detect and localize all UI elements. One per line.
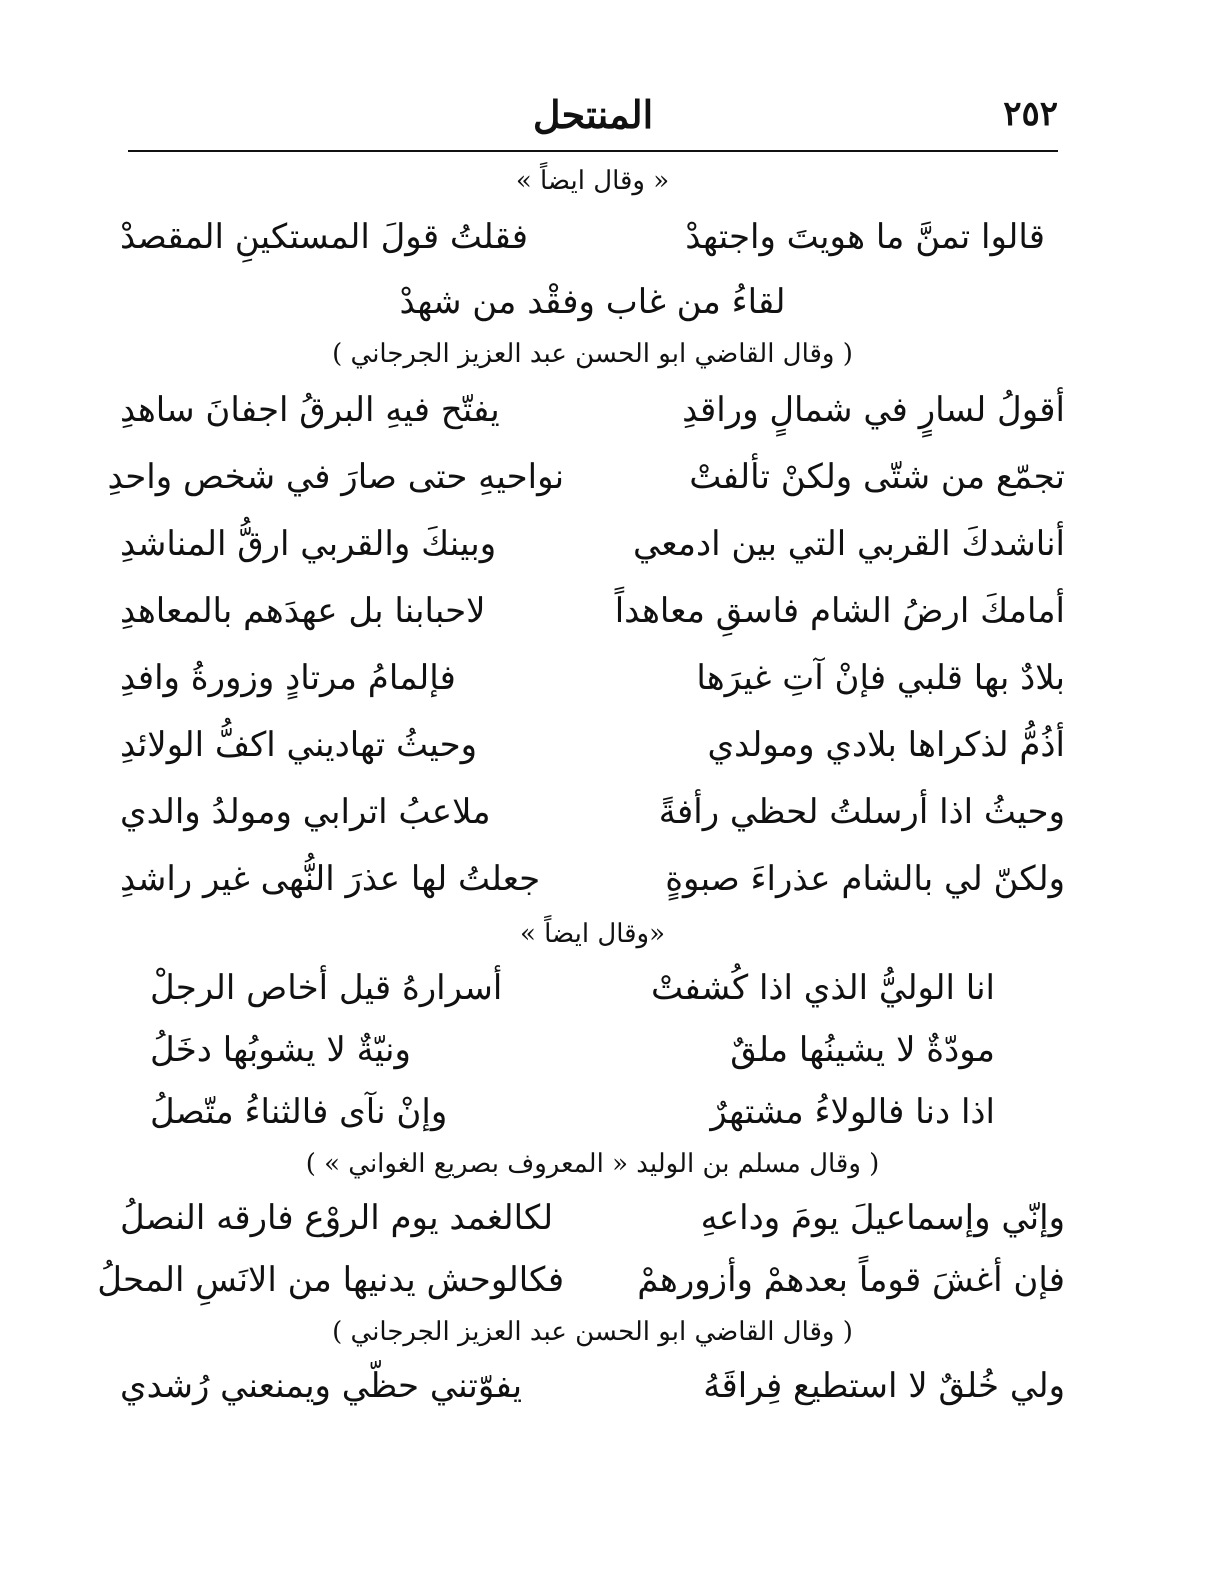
page-body xyxy=(97,160,1065,1417)
verse-line xyxy=(120,779,1065,846)
verse-second-hemistich: وإنْ نآى فالثناءُ متّصلُ xyxy=(150,1092,448,1132)
page-header xyxy=(128,88,1058,148)
verse-second-hemistich: يفوّتني حظّي ويمنعني رُشدي xyxy=(120,1366,523,1406)
running-title: المنتحل xyxy=(532,92,654,137)
verse-second-hemistich: فقلتُ قولَ المستكينِ المقصدْ xyxy=(120,217,528,257)
verse-first-hemistich: اذا دنا فالولاءُ مشتهرٌ xyxy=(710,1092,995,1132)
verse-first-hemistich: ولكنّ لي بالشام عذراءَ صبوةٍ xyxy=(665,859,1065,899)
verse-second-hemistich: جعلتُ لها عذرَ النُّهى غير راشدِ xyxy=(120,859,541,899)
verse-line xyxy=(120,1081,1065,1143)
verse-line xyxy=(120,1355,1065,1417)
verse-first-hemistich: بلادٌ بها قلبي فإنْ آتِ غيرَها xyxy=(696,658,1065,698)
verse-first-hemistich: ولي خُلقٌ لا استطيع فِراقَهُ xyxy=(703,1366,1065,1406)
verse-first-hemistich: أمامكَ ارضُ الشام فاسقِ معاهداً xyxy=(614,591,1065,631)
verse-second-hemistich: فكالوحش يدنيها من الانَسِ المحلُ xyxy=(97,1260,565,1300)
verse-line xyxy=(120,511,1065,578)
verse-line xyxy=(107,444,1065,511)
section-heading: ( وقال القاضي ابو الحسن عبد العزيز الجرجاني ) xyxy=(332,1317,853,1347)
verse-first-hemistich: أذُمُّ لذكراها بلادي ومولدي xyxy=(707,725,1065,765)
verse-first-hemistich: وحيثُ اذا أرسلتُ لحظي رأفةً xyxy=(658,792,1065,832)
verse-first-hemistich: انا الوليُّ الذي اذا كُشفتْ xyxy=(651,968,995,1008)
verse-second-hemistich: لكالغمد يوم الروْع فارقه النصلُ xyxy=(120,1198,554,1238)
verse-line xyxy=(120,712,1065,779)
header-rule xyxy=(128,150,1058,152)
verse-line xyxy=(120,377,1065,444)
verse-second-hemistich: فإلمامُ مرتادٍ وزورةُ وافدِ xyxy=(120,658,456,698)
verse-line xyxy=(120,957,1065,1019)
verse-line xyxy=(120,578,1065,645)
verse-line xyxy=(120,846,1065,913)
page-number: ٢٥٢ xyxy=(1003,94,1058,134)
verse-line xyxy=(120,645,1065,712)
section-heading: ( وقال مسلم بن الوليد « المعروف بصريع الغواني » ) xyxy=(305,1149,880,1179)
verse-second-hemistich: لاحبابنا بل عهدَهم بالمعاهدِ xyxy=(120,591,486,631)
verse-line xyxy=(120,1187,1065,1249)
verse-second-hemistich: يفتّح فيهِ البرقُ اجفانَ ساهدِ xyxy=(120,390,500,430)
verse-first-hemistich: قالوا تمنَّ ما هويتَ واجتهدْ xyxy=(685,217,1045,257)
verse-first-hemistich: تجمّع من شتّى ولكنْ تألفتْ xyxy=(689,457,1065,497)
verse-first-hemistich: وإنّي وإسماعيلَ يومَ وداعهِ xyxy=(700,1198,1065,1238)
verse-second-hemistich: نواحيهِ حتى صارَ في شخص واحدِ xyxy=(107,457,565,497)
section-heading: «وقال ايضاً » xyxy=(519,919,666,949)
verse-second-hemistich: وبينكَ والقربي ارقُّ المناشدِ xyxy=(120,524,497,564)
verse-second-hemistich: ملاعبُ اترابي ومولدُ والدي xyxy=(120,792,491,832)
verse-line xyxy=(120,1019,1065,1081)
section-heading: ( وقال القاضي ابو الحسن عبد العزيز الجرجاني ) xyxy=(332,339,853,369)
verse-first-hemistich: أقولُ لسارٍ في شمالٍ وراقدِ xyxy=(682,390,1065,430)
verse-second-hemistich: ونيّةٌ لا يشوبُها دخَلُ xyxy=(150,1030,411,1070)
verse-first-hemistich: فإن أغشَ قوماً بعدهمْ وأزورهمْ xyxy=(637,1260,1065,1300)
verse-single-line: لقاءُ من غاب وفقْد من شهدْ xyxy=(399,282,786,322)
verse-second-hemistich: أسرارهُ قيل أخاص الرجلْ xyxy=(150,968,503,1008)
verse-first-hemistich: أناشدكَ القربي التي بين ادمعي xyxy=(633,524,1065,564)
verse-line xyxy=(97,1249,1065,1311)
verse-line xyxy=(120,204,1065,271)
verse-first-hemistich: مودّةٌ لا يشينُها ملقٌ xyxy=(730,1030,995,1070)
verse-second-hemistich: وحيثُ تهاديني اكفُّ الولائدِ xyxy=(120,725,478,765)
section-heading: « وقال ايضاً » xyxy=(515,166,670,196)
